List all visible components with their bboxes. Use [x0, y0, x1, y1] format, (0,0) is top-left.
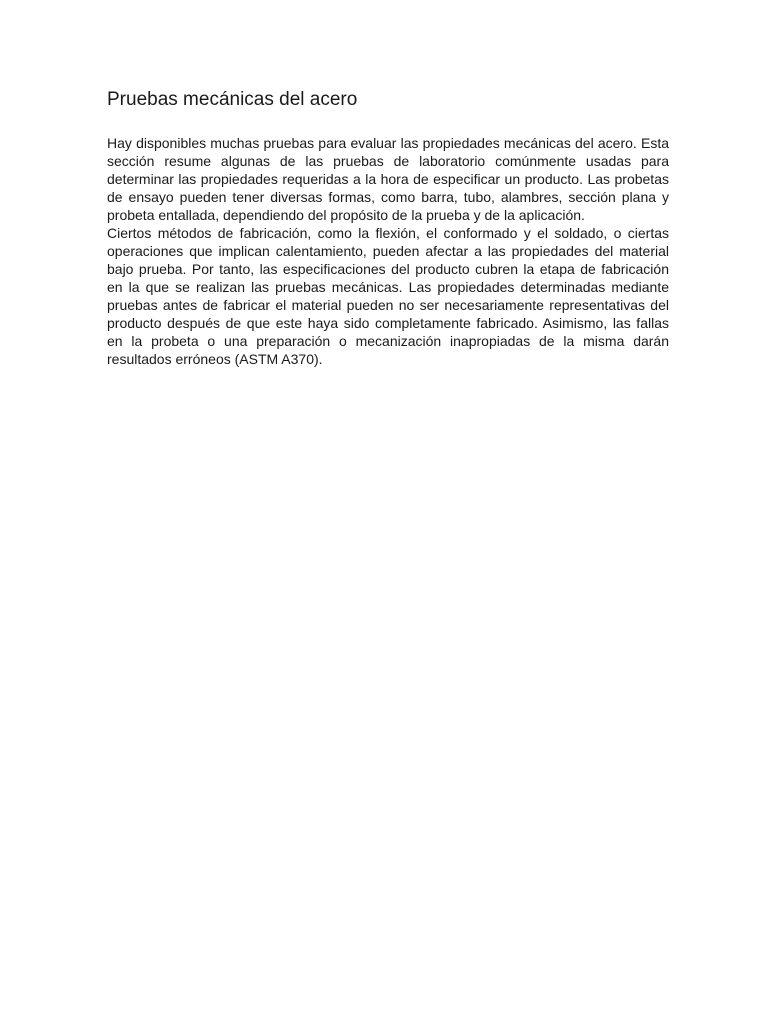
paragraph-intro: Hay disponibles muchas pruebas para evaluar las propiedades mecánicas del acero. Esta sección resume algunas de las pruebas de laboratorio comúnmente usadas para determinar las propiedades requeridas a la hora de especificar un producto. Las probetas de ensayo pueden tener diversas formas, como barra, tubo, alambres, sección plana y probeta entallada, dependiendo del propósito de la prueba y de la aplicación. [107, 135, 669, 223]
document-body [107, 134, 669, 368]
paragraph-fabrication: Ciertos métodos de fabricación, como la flexión, el conformado y el soldado, o ciertas operaciones que implican calentamiento, pueden afectar a las propiedades del material bajo prueba. Por tanto, las especificaciones del producto cubren la etapa de fabricación en la que se realizan las pruebas mecánicas. Las propiedades determinadas mediante pruebas antes de fabricar el material pueden no ser necesariamente representativas del producto después de que este haya sido completamente fabricado. Asimismo, las fallas en la probeta o una preparación o mecanización inapropiadas de la misma darán resultados erróneos (ASTM A370). [107, 225, 669, 367]
document-title: Pruebas mecánicas del acero [107, 89, 358, 110]
